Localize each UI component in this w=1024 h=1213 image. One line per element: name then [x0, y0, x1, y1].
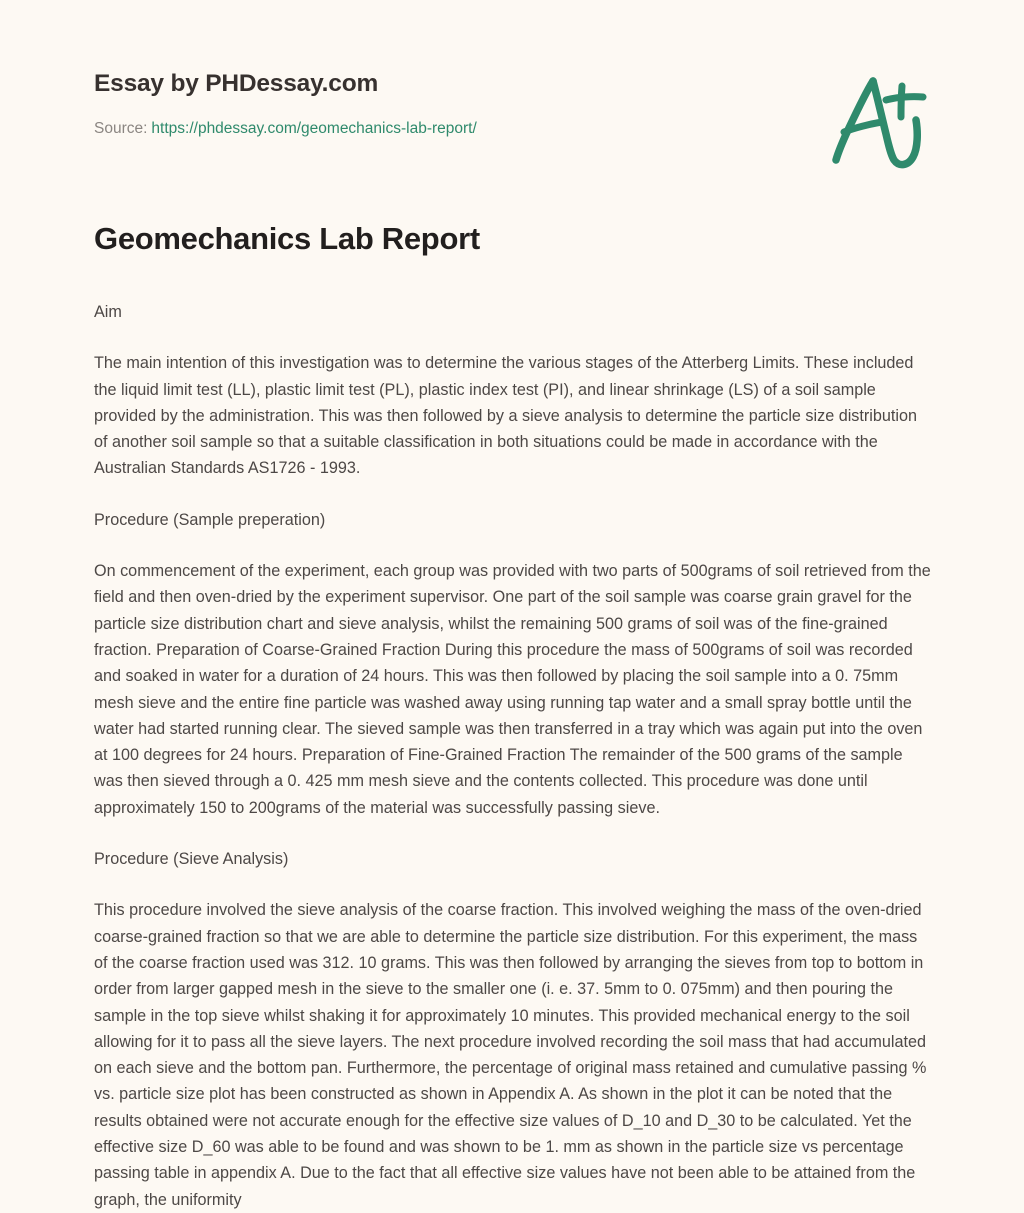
paragraph-sample-preparation-body: On commencement of the experiment, each group was provided with two parts of 500grams of soil retrieved from the field and then oven-dried by the experiment supervisor. One part of the soil sample was coarse grain gravel for the particle size distribution chart and sieve analysis, whilst the remaining 500 grams of soil was of the fine-grained fraction. Preparation of Coarse-Grained Fraction During this procedure the mass of 500grams of soil was recorded and soaked in water for a duration of 24 hours. This was then followed by placing the soil sample into a 0. 75mm mesh sieve and the entire fine particle was washed away using running tap water and a small spray bottle until the water had started running clear. The sieved sample was then transferred in a tray which was again put into the oven at 100 degrees for 24 hours. Preparation of Fine-Grained Fraction The remainder of the 500 grams of the sample was then sieved through a 0. 425 mm mesh sieve and the contents collected. This procedure was done until approximately 150 to 200grams of the material was successfully passing sieve. — [94, 562, 931, 817]
source-url-link[interactable]: https://phdessay.com/geomechanics-lab-report/ — [151, 120, 477, 137]
paragraph-aim-body: The main intention of this investigation was to determine the various stages of the Atterberg Limits. These included the liquid limit test (LL), plastic limit test (PL), plastic index test (PI), and linear shrinkage (LS) of a soil sample provided by the administration. This was then followed by a sieve analysis to determine the particle size distribution of another soil sample so that a suitable classification in both situations could be made in accordance with the Australian Standards AS1726 - 1993. — [94, 354, 917, 478]
section-heading-sample-preparation: Procedure (Sample preperation) — [94, 510, 326, 529]
page-title: Geomechanics Lab Report — [94, 221, 480, 256]
page-header — [0, 0, 1024, 196]
paragraph-sieve-analysis-body: This procedure involved the sieve analysis of the coarse fraction. This involved weighing the mass of the oven-dried coarse-grained fraction so that we are able to determine the particle size distribution. For this experiment, the mass of the coarse fraction used was 312. 10 grams. This was then followed by arranging the sieves from top to bottom in order from larger gapped mesh in the sieve to the smaller one (i. e. 37. 5mm to 0. 075mm) and then pouring the sample in the top sieve whilst shaking it for approximately 10 minutes. This provided mechanical energy to the soil allowing for it to pass all the sieve layers. The next procedure involved recording the soil mass that had accumulated on each sieve and the bottom pan. Furthermore, the percentage of original mass retained and cumulative passing % vs. particle size plot has been constructed as shown in Appendix A. As shown in the plot it can be noted that the results obtained were not accurate enough for the effective size values of D_10 and D_30 to be calculated. Yet the effective size D_60 was able to be found and was shown to be 1. mm as shown in the particle size vs percentage passing table in appendix A. Due to the fact that all effective size values have not been able to be attained from the graph, the uniformity — [94, 901, 927, 1209]
aplus-logo-icon — [820, 70, 938, 170]
section-heading-sieve-analysis: Procedure (Sieve Analysis) — [94, 850, 289, 869]
source-line — [94, 120, 477, 138]
section-heading-aim: Aim — [94, 303, 122, 321]
source-label: Source: — [94, 120, 148, 137]
brand-title: Essay by PHDessay.com — [94, 70, 379, 97]
article-body — [94, 219, 934, 1213]
